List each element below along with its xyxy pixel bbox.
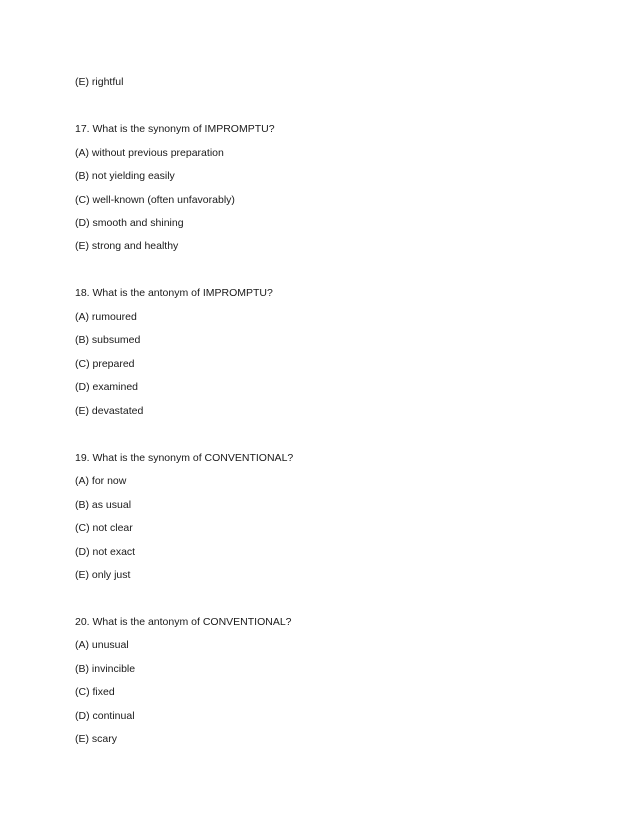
answer-option: (E) devastated [75,405,144,417]
answer-option: (A) without previous preparation [75,147,224,159]
answer-option: (A) rumoured [75,311,137,323]
answer-option: (B) not yielding easily [75,170,175,182]
answer-option: (B) as usual [75,499,132,511]
answer-option: (C) prepared [75,358,135,370]
answer-option: (D) smooth and shining [75,217,184,229]
question-prompt: 20. What is the antonym of CONVENTIONAL? [75,616,292,628]
answer-option: (A) unusual [75,639,129,651]
carry-over-option: (E) rightful [75,76,124,88]
answer-option: (B) subsumed [75,334,141,346]
answer-option: (A) for now [75,475,127,487]
answer-option: (E) only just [75,569,131,581]
answer-option: (C) not clear [75,522,133,534]
question-prompt: 17. What is the synonym of IMPROMPTU? [75,123,275,135]
answer-option: (D) examined [75,381,139,393]
question-prompt: 18. What is the antonym of IMPROMPTU? [75,287,273,299]
answer-option: (B) invincible [75,663,136,675]
answer-option: (E) strong and healthy [75,240,179,252]
question-prompt: 19. What is the synonym of CONVENTIONAL? [75,452,294,464]
answer-option: (D) continual [75,710,135,722]
answer-option: (D) not exact [75,546,136,558]
answer-option: (C) fixed [75,686,115,698]
answer-option: (E) scary [75,733,117,745]
answer-option: (C) well-known (often unfavorably) [75,194,235,206]
